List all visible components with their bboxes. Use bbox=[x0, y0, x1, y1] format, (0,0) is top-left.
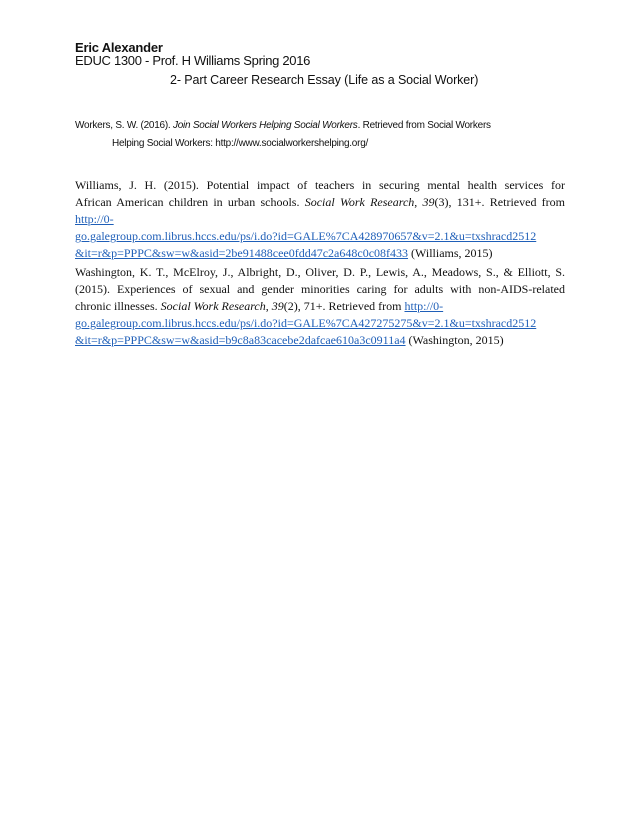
reference-3-line3-post: (2), 71+. Retrieved from bbox=[283, 299, 405, 313]
reference-3 bbox=[75, 264, 565, 349]
reference-3-link-part3[interactable]: &it=r&p=PPPC&sw=w&asid=b9c8a83cacebe2dafcae610a3c0911a4 bbox=[75, 333, 406, 347]
author-name: Eric Alexander bbox=[75, 40, 163, 55]
reference-3-volume: 39 bbox=[271, 299, 284, 313]
reference-2-citation: (Williams, 2015) bbox=[408, 246, 493, 260]
reference-3-line1: Washington, K. T., McElroy, J., Albright, D., Oliver, D. P., Lewis, A., Meadows, S., & Elliott, S. bbox=[75, 265, 565, 279]
reference-3-sep: , bbox=[265, 299, 272, 313]
reference-3-line3-pre: chronic illnesses. bbox=[75, 299, 161, 313]
reference-1-suffix: . Retrieved from Social Workers bbox=[357, 120, 491, 131]
reference-2-sep: , bbox=[414, 195, 423, 209]
reference-3-citation: (Washington, 2015) bbox=[405, 333, 504, 347]
reference-2 bbox=[75, 177, 565, 262]
reference-2-link-part1[interactable]: http://0- bbox=[75, 212, 114, 226]
reference-2-line2-post: (3), 131+. Retrieved from bbox=[434, 195, 566, 209]
reference-3-link-part1[interactable]: http://0- bbox=[404, 299, 444, 313]
essay-title: 2- Part Career Research Essay (Life as a Social Worker) bbox=[170, 73, 479, 87]
reference-3-link-part2[interactable]: go.galegroup.com.librus.hccs.edu/ps/i.do?id=GALE%7CA427275275&v=2.1&u=txshracd2512 bbox=[75, 316, 537, 330]
reference-1-prefix: Workers, S. W. (2016). bbox=[75, 120, 173, 131]
reference-3-line2: (2015). Experiences of sexual and gender minorities caring for adults with non-AIDS-related bbox=[75, 282, 565, 296]
reference-2-line2 bbox=[75, 194, 565, 211]
reference-2-journal: Social Work Research bbox=[304, 195, 415, 209]
reference-1-line2: Helping Social Workers: http://www.socialworkershelping.org/ bbox=[112, 138, 369, 149]
reference-3-journal: Social Work Research bbox=[160, 299, 266, 313]
reference-2-line1: Williams, J. H. (2015). Potential impact of teachers in securing mental health services for bbox=[75, 178, 565, 192]
reference-2-line2-pre: African American children in urban schools. bbox=[75, 195, 305, 209]
reference-3-line3 bbox=[75, 298, 565, 315]
reference-2-link-part2[interactable]: go.galegroup.com.librus.hccs.edu/ps/i.do?id=GALE%7CA428970657&v=2.1&u=txshracd2512 bbox=[75, 229, 537, 243]
course-line: EDUC 1300 - Prof. H Williams Spring 2016 bbox=[75, 53, 311, 68]
reference-1-title: Join Social Workers Helping Social Workers bbox=[172, 120, 358, 131]
reference-1 bbox=[75, 117, 565, 153]
reference-2-volume: 39 bbox=[422, 195, 435, 209]
reference-2-link-part3[interactable]: &it=r&p=PPPC&sw=w&asid=2be91488cee0fdd47c2a648c0c08f433 bbox=[75, 246, 409, 260]
